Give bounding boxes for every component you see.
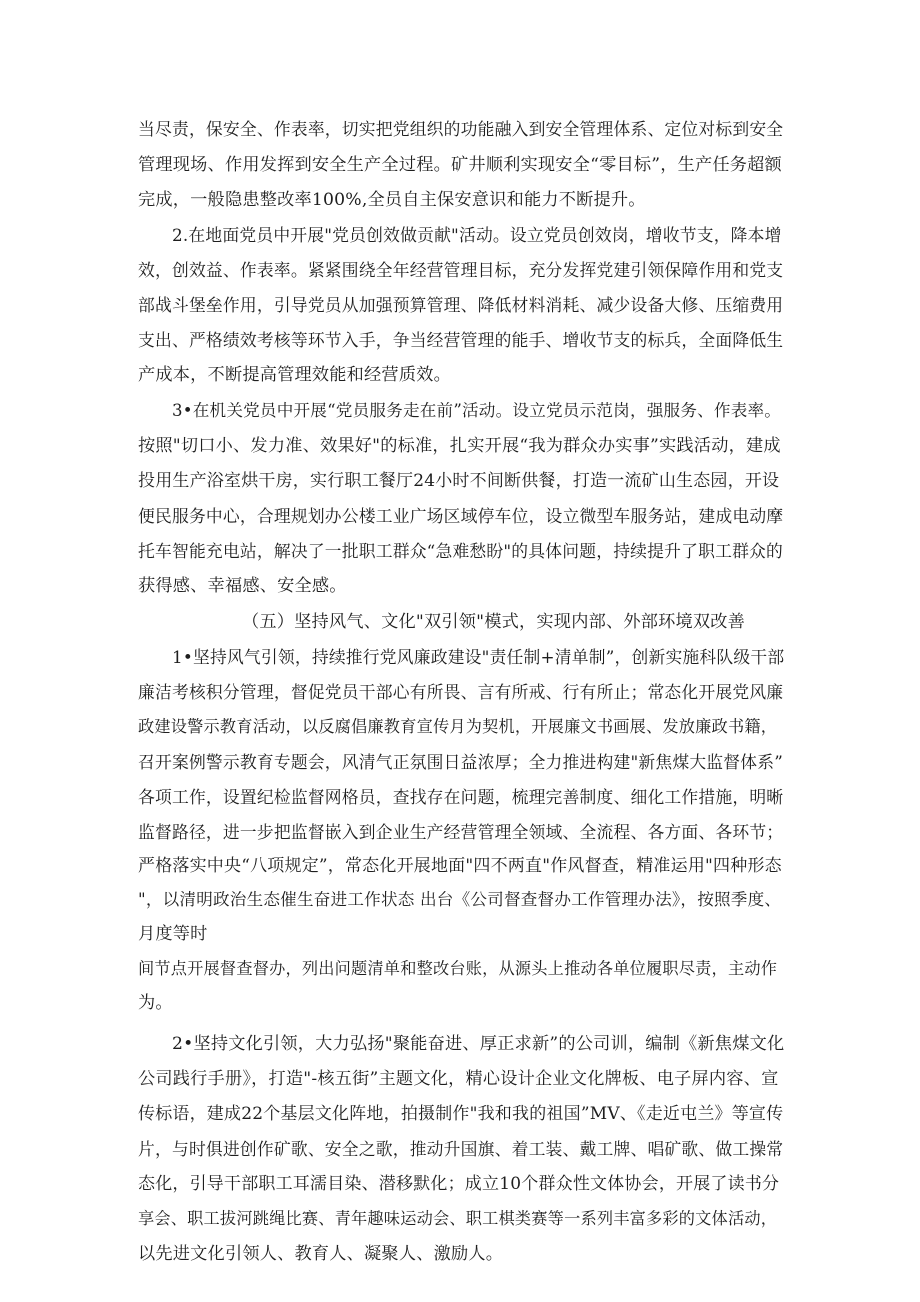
paragraph-line: 投用生产浴室烘干房，实行职工餐厅24小时不间断供餐，打造一流矿山生态园，开设 (138, 471, 780, 491)
paragraph-line: 召开案例警示教育专题会，风清气正氛围日益浓厚；全力推进构建"新焦煤大监督体系” (138, 752, 784, 772)
paragraph-line: 月度等时 (138, 924, 208, 944)
paragraph-line: 2•坚持文化引领，大力弘扬"聚能奋进、厚正求新”的公司训，编制《新焦煤文化 (172, 1034, 785, 1054)
paragraph-line: 公司践行手册》，打造"-核五街”主题文化，精心设计企业文化牌板、电子屏内容、宣 (138, 1069, 779, 1089)
paragraph-line: 为。 (138, 993, 173, 1013)
paragraph-line: 各项工作，设置纪检监督网格员，查找存在问题，梳理完善制度、细化工作措施，明晰 (138, 787, 784, 807)
paragraph-line: 当尽责，保安全、作表率，切实把党组织的功能融入到安全管理体系、定位对标到安全 (138, 119, 784, 139)
paragraph-line: 严格落实中央“八项规定”，常态化开展地面"四不两直"作风督查，精准运用"四种形态 (138, 856, 782, 876)
paragraph-line: "，以清明政治生态催生奋进工作状态 出台《公司督查督办工作管理办法》，按照季度、 (138, 890, 782, 909)
paragraph-line: 传标语，建成22个基层文化阵地，拍摄制作"我和我的祖国”MV、《走近屯兰》等宣传 (138, 1104, 784, 1124)
paragraph-line: 托车智能充电站，解决了一批职工群众“急难愁盼"的具体问题，持续提升了职工群众的 (138, 541, 784, 561)
paragraph-line: 效，创效益、作表率。紧紧围绕全年经营管理目标，充分发挥党建引领保障作用和党支 (138, 260, 784, 280)
paragraph-line: 支出、严格绩效考核等环节入手，争当经营管理的能手、增收节支的标兵，全面降低生 (138, 330, 784, 350)
paragraph-line: 便民服务中心，合理规划办公楼工业广场区域停车位，设立微型车服务站，建成电动摩 (138, 506, 784, 526)
paragraph-line: 按照"切口小、发力准、效果好"的标准，扎实开展“我为群众办实事”实践活动，建成 (138, 436, 781, 456)
paragraph-line: 3•在机关党员中开展“党员服务走在前”活动。设立党员示范岗，强服务、作表率。 (172, 401, 782, 420)
paragraph-line: 廉洁考核积分管理，督促党员干部心有所畏、言有所戒、行有所止；常态化开展党风廉 (138, 682, 784, 702)
paragraph-line: 政建设警示教育活动，以反腐倡廉教育宣传月为契机，开展廉文书画展、发放廉政书籍， (138, 717, 778, 736)
paragraph-line: 监督路径，进一步把监督嵌入到企业生产经营管理全领域、全流程、各方面、各环节； (138, 822, 784, 842)
paragraph-line: 部战斗堡垒作用，引导党员从加强预算管理、降低材料消耗、减少设备大修、压缩费用 (138, 295, 784, 315)
paragraph-line: 管理现场、作用发挥到安全生产全过程。矿井顺利实现安全“零目标”，生产任务超额 (138, 155, 782, 175)
paragraph-line: 片，与时俱进创作矿歌、安全之歌，推动升国旗、着工装、戴工牌、唱矿歌、做工操常 (138, 1139, 784, 1159)
paragraph-line: 1•坚持风气引领，持续推行党风廉政建设"责任制+清单制”，创新实施科队级干部 (172, 647, 785, 667)
section-heading: （五）坚持风气、文化"双引领"模式，实现内部、外部环境双改善 (242, 612, 746, 632)
paragraph-line: 享会、职工拔河跳绳比赛、青年趣味运动会、职工棋类赛等一系列丰富多彩的文体活动， (138, 1209, 778, 1228)
paragraph-line: 以先进文化引领人、教育人、凝聚人、激励人。 (138, 1244, 504, 1264)
paragraph-line: 获得感、幸福感、安全感。 (138, 576, 347, 596)
paragraph-line: 产成本，不断提高管理效能和经营质效。 (138, 365, 451, 385)
paragraph-line: 2.在地面党员中开展"党员创效做贡献"活动。设立党员创效岗，增收节支，降本增 (172, 225, 782, 245)
paragraph-line: 间节点开展督查督办，列出问题清单和整改台账，从源头上推动各单位履职尽责，主动作 (138, 959, 778, 978)
paragraph-line: 态化，引导干部职工耳濡目染、潜移默化；成立10个群众性文体协会，开展了读书分 (138, 1174, 780, 1194)
paragraph-line: 完成，一般隐患整改率100%,全员自主保安意识和能力不断提升。 (138, 190, 646, 210)
